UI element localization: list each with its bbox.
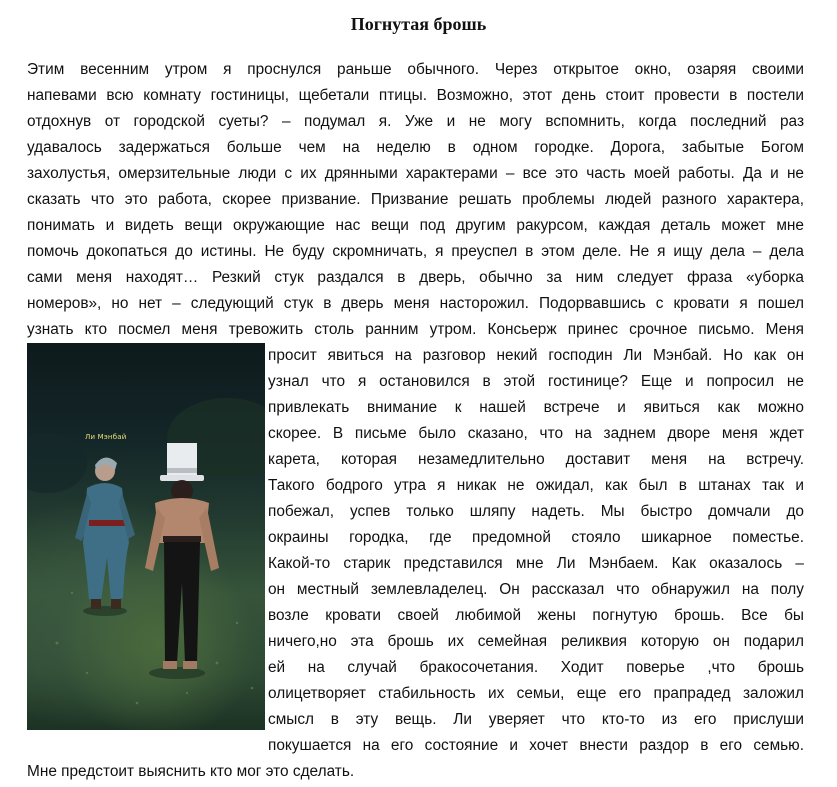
- text-line-wrapped: ей на случай бракосочетания. Ходит поверье ,что брошь: [268, 659, 804, 676]
- text-line: понимать и видеть вещи окружающие нас вещи под другим ракурсом, каждая деталь может мне: [27, 217, 804, 234]
- text-line-wrapped: Такого бодрого утра я никак не ожидал, как был в штанах так и: [268, 477, 804, 494]
- game-scene-illustration: [27, 343, 265, 730]
- document-title: Погнутая брошь: [350, 14, 487, 34]
- text-line-wrapped: смысл в эту вещь. Ли уверяет что кто-то из его прислуши: [268, 711, 804, 728]
- text-line-wrapped: узнал что я остановился в этой гостинице? Еще и попросил не: [268, 373, 804, 390]
- text-line: захолустья, омерзительные люди с их дрянными характерами – все это часть моей работы. Да и не: [27, 165, 804, 182]
- text-line: помочь докопаться до истины. Не буду скромничать, я преуспел в этом деле. Не я ищу дела – дела: [27, 243, 804, 260]
- text-line: сказать что это работа, скорее призвание. Призвание решать проблемы людей разного характера,: [27, 191, 804, 208]
- text-line: узнать кто посмел меня тревожить столь ранним утром. Консьерж принес срочное письмо. Меня: [27, 321, 804, 338]
- text-line-wrapped: ничего,но эта брошь их семейная реликвия которую он подарил: [268, 633, 804, 650]
- game-screenshot-image: [27, 343, 265, 730]
- text-line: Этим весенним утром я проснулся раньше обычного. Через открытое окно, озаряя своими: [27, 61, 804, 78]
- text-line-wrapped: покушается на его состояние и хочет внести раздор в его семью.: [268, 737, 804, 754]
- text-line-wrapped: побежал, успев только шляпу надеть. Мы быстро домчали до: [268, 503, 804, 520]
- text-line-wrapped: он местный землевладелец. Он рассказал что обнаружил на полу: [268, 581, 804, 598]
- text-line: отдохнув от городской суеты? – подумал я. Уже и не могу вспомнить, когда последний раз: [27, 113, 804, 130]
- text-line-wrapped: просит явиться на разговор некий господин Ли Мэнбай. Но как он: [268, 347, 804, 364]
- text-line-wrapped: олицетворяет стабильность их семьи, еще его прапрадед заложил: [268, 685, 804, 702]
- text-line-wrapped: привлекать внимание к нашей встрече и явиться как можно: [268, 399, 804, 416]
- text-line-wrapped: Какой-то старик представился мне Ли Мэнбаем. Как оказалось –: [268, 555, 804, 572]
- text-line: номеров», но нет – следующий стук в дверь меня насторожил. Подорвавшись с кровати я пошел: [27, 295, 804, 312]
- text-line: напевами всю комнату гостиницы, щебетали птицы. Возможно, этот день стоит провести в постели: [27, 87, 804, 104]
- npc-figure: [75, 457, 135, 616]
- text-line-wrapped: скорее. В письме было сказано, что на заднем дворе меня ждет: [268, 425, 804, 442]
- text-line: сами меня находят… Резкий стук раздался в дверь, обычно за ним следует фраза «уборка: [27, 269, 804, 286]
- player-figure: [145, 443, 219, 679]
- text-line: удавалось задержаться больше чем на неделю в одном городке. Дорога, забытые Богом: [27, 139, 804, 156]
- text-line-wrapped: окраины городка, где предомной стояло шикарное поместье.: [268, 529, 804, 546]
- text-line-wrapped: возле кровати своей любимой жены погнутую брошь. Все бы: [268, 607, 804, 624]
- npc-name-label: Ли Мэнбай: [85, 433, 127, 441]
- text-line-final: Мне предстоит выяснить кто мог это сделать.: [27, 763, 355, 780]
- text-line-wrapped: карета, которая незамедлительно доставит меня на встречу.: [268, 451, 804, 468]
